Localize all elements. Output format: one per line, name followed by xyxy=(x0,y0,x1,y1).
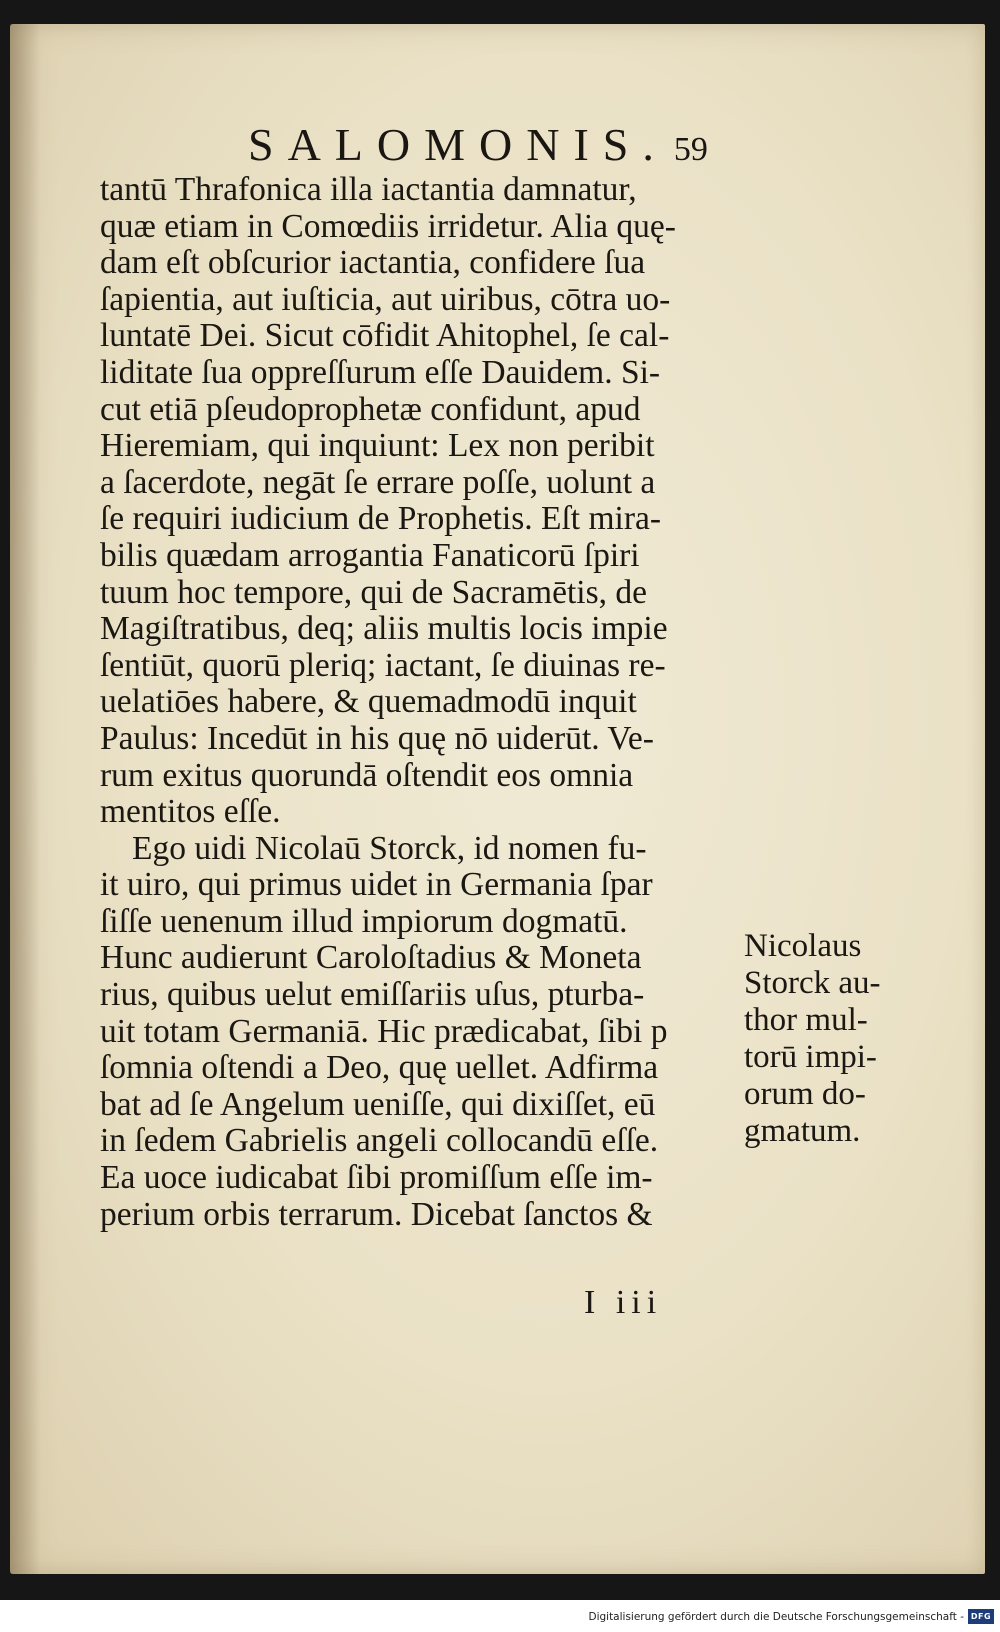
marginal-note-line: torū impi- xyxy=(744,1039,877,1075)
text-line: Ea uoce iudicabat ſibi promiſſum eſſe im- xyxy=(100,1159,653,1197)
text-line: ſiſſe uenenum illud impiorum dogmatū. xyxy=(100,902,628,940)
text-line: Magiſtratibus, deq; aliis multis locis impie xyxy=(100,610,668,648)
text-line: tuum hoc tempore, qui de Sacramētis, de xyxy=(100,573,648,611)
marginal-note-line: gmatum. xyxy=(744,1113,861,1149)
text-line: rius, quibus uelut emiſſariis uſus, pturba- xyxy=(100,976,645,1014)
text-line: a ſacerdote, negāt ſe errare poſſe, uolunt a xyxy=(100,463,656,501)
text-line: perium orbis terrarum. Dicebat ſanctos & xyxy=(100,1195,653,1233)
text-line: Ego uidi Nicolaū Storck, id nomen fu- xyxy=(132,829,647,867)
text-line: dam eſt obſcurior iactantia, confidere ſua xyxy=(100,244,646,282)
marginal-note-line: thor mul- xyxy=(744,1002,868,1038)
running-head-title: SALOMONIS. xyxy=(248,119,668,170)
text-line: Hunc audierunt Caroloſtadius & Moneta xyxy=(100,939,642,977)
marginal-note xyxy=(744,928,904,1150)
text-line: cut etiā pſeudoprophetæ confidunt, apud xyxy=(100,390,641,428)
text-line: uelatiōes habere, & quemadmodū inquit xyxy=(100,683,637,721)
footer-credit: Digitalisierung gefördert durch die Deutsche Forschungsgemeinschaft - xyxy=(588,1611,964,1623)
footer-bar xyxy=(0,1604,1000,1632)
text-line: ſapientia, aut iuſticia, aut uiribus, cōtra uo- xyxy=(100,280,671,318)
signature-mark: I iii xyxy=(584,1284,663,1321)
text-line: ſe requiri iudicium de Prophetis. Eſt mira- xyxy=(100,500,661,538)
marginal-note-line: Nicolaus xyxy=(744,928,862,964)
text-line: luntatē Dei. Sicut cōfidit Ahitophel, ſe cal- xyxy=(100,317,670,355)
text-line: uit totam Germaniā. Hic prædicabat, ſibi p xyxy=(100,1012,668,1050)
text-line: bat ad ſe Angelum ueniſſe, qui dixiſſet, eū xyxy=(100,1085,656,1123)
text-line: rum exitus quorundā oſtendit eos omnia xyxy=(100,756,634,794)
running-head xyxy=(248,118,748,171)
text-line: mentitos eſſe. xyxy=(100,793,281,831)
text-line: tantū Thrafonica illa iactantia damnatur, xyxy=(100,171,637,208)
text-line: Paulus: Incedūt in his quę nō uiderūt. Ve- xyxy=(100,719,654,757)
text-line: in ſedem Gabrielis angeli collocandū eſſe. xyxy=(100,1122,659,1160)
text-line: ſentiūt, quorū pleriq; iactant, ſe diuinas re- xyxy=(100,646,666,684)
text-line: liditate ſua oppreſſurum eſſe Dauidem. Si- xyxy=(100,353,661,391)
text-line: Hieremiam, qui inquiunt: Lex non peribit xyxy=(100,427,655,465)
dfg-logo: DFG xyxy=(968,1609,994,1624)
marginal-note-line: Storck au- xyxy=(744,965,881,1001)
text-line: it uiro, qui primus uidet in Germania ſpar xyxy=(100,866,653,904)
folio-number: 59 xyxy=(673,131,708,168)
marginal-note-line: orum do- xyxy=(744,1076,866,1112)
text-line: quæ etiam in Comœdiis irridetur. Alia quę- xyxy=(100,207,676,245)
text-line: bilis quædam arrogantia Fanaticorū ſpiri xyxy=(100,536,640,574)
main-text-block xyxy=(100,172,740,1233)
page-gutter-shadow xyxy=(10,24,40,1574)
text-line: ſomnia oſtendi a Deo, quę uellet. Adfirma xyxy=(100,1049,659,1087)
